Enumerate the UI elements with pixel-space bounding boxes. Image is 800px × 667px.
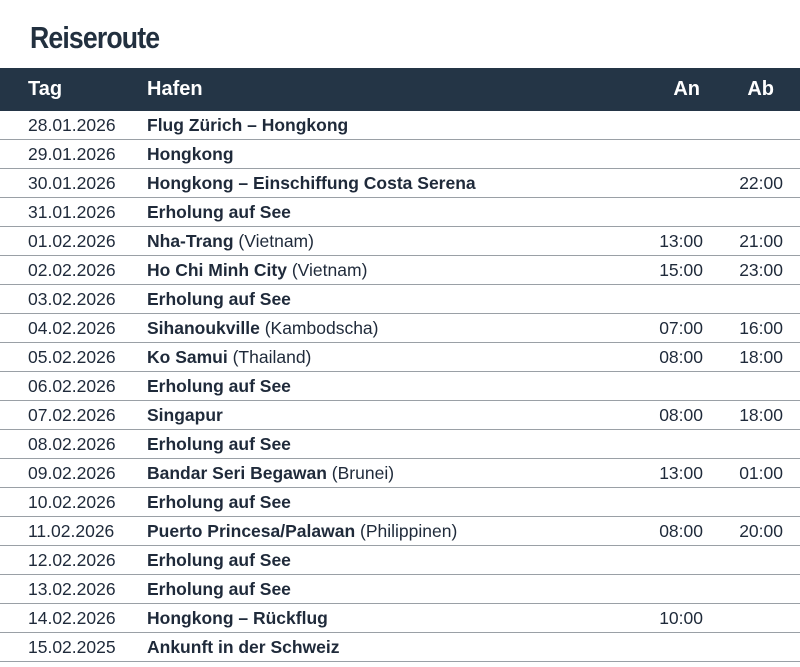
port-name: Erholung auf See — [147, 433, 291, 454]
row-arrival: 10:00 — [659, 607, 703, 628]
table-row — [0, 169, 800, 198]
table-row — [0, 517, 800, 546]
row-day: 03.02.2026 — [28, 288, 116, 309]
table-row — [0, 575, 800, 604]
row-port — [147, 376, 630, 397]
port-name: Erholung auf See — [147, 578, 291, 599]
row-port — [147, 289, 630, 310]
row-day: 15.02.2025 — [28, 636, 116, 657]
row-port — [147, 144, 630, 165]
row-port — [147, 637, 630, 658]
port-name: Hongkong – Einschiffung Costa Serena — [147, 172, 476, 193]
port-name: Ko Samui — [147, 346, 228, 367]
header-port: Hafen — [147, 78, 203, 100]
port-name: Bandar Seri Begawan — [147, 462, 327, 483]
row-day: 05.02.2026 — [28, 346, 116, 367]
port-country: (Philippinen) — [360, 520, 458, 541]
table-row — [0, 198, 800, 227]
row-departure: 18:00 — [739, 346, 783, 367]
row-departure: 22:00 — [739, 172, 783, 193]
port-name: Erholung auf See — [147, 201, 291, 222]
row-day: 11.02.2026 — [28, 520, 115, 541]
port-name: Singapur — [147, 404, 223, 425]
itinerary-table — [0, 68, 800, 662]
header-day: Tag — [28, 78, 63, 100]
row-day: 01.02.2026 — [28, 230, 116, 251]
row-port — [147, 579, 630, 600]
header-departure: Ab — [747, 78, 774, 100]
port-country: (Kambodscha) — [264, 317, 379, 338]
row-port — [147, 347, 630, 368]
port-name: Hongkong – Rückflug — [147, 607, 328, 628]
table-row — [0, 430, 800, 459]
row-arrival: 13:00 — [659, 230, 703, 251]
row-departure: 20:00 — [739, 520, 783, 541]
row-port — [147, 550, 630, 571]
row-day: 02.02.2026 — [28, 259, 116, 280]
row-port — [147, 492, 630, 513]
row-port — [147, 115, 630, 136]
row-port — [147, 173, 630, 194]
port-name: Ankunft in der Schweiz — [147, 636, 340, 657]
row-departure: 18:00 — [739, 404, 783, 425]
row-day: 12.02.2026 — [28, 549, 116, 570]
port-name: Ho Chi Minh City — [147, 259, 287, 280]
row-departure: 16:00 — [739, 317, 783, 338]
row-arrival: 08:00 — [659, 520, 703, 541]
table-row — [0, 343, 800, 372]
table-row — [0, 140, 800, 169]
row-day: 10.02.2026 — [28, 491, 116, 512]
row-arrival: 08:00 — [659, 346, 703, 367]
row-day: 13.02.2026 — [28, 578, 116, 599]
table-row — [0, 285, 800, 314]
table-row — [0, 546, 800, 575]
row-arrival: 07:00 — [659, 317, 703, 338]
row-day: 08.02.2026 — [28, 433, 116, 454]
table-row — [0, 401, 800, 430]
row-day: 07.02.2026 — [28, 404, 116, 425]
row-day: 09.02.2026 — [28, 462, 116, 483]
port-name: Erholung auf See — [147, 549, 291, 570]
port-name: Erholung auf See — [147, 491, 291, 512]
row-day: 30.01.2026 — [28, 172, 116, 193]
table-row — [0, 604, 800, 633]
table-row — [0, 227, 800, 256]
port-name: Erholung auf See — [147, 288, 291, 309]
port-country: (Vietnam) — [291, 259, 368, 280]
table-row — [0, 372, 800, 401]
row-port — [147, 521, 630, 542]
page-title: Reiseroute — [30, 20, 160, 55]
row-port — [147, 434, 630, 455]
port-name: Hongkong — [147, 143, 234, 164]
port-name: Flug Zürich – Hongkong — [147, 114, 349, 135]
row-arrival: 13:00 — [659, 462, 703, 483]
row-departure: 21:00 — [739, 230, 783, 251]
row-port — [147, 260, 630, 281]
row-port — [147, 608, 630, 629]
table-header — [0, 68, 800, 111]
table-row — [0, 256, 800, 285]
port-name: Sihanoukville — [147, 317, 260, 338]
row-day: 29.01.2026 — [28, 143, 116, 164]
row-day: 14.02.2026 — [28, 607, 116, 628]
row-day: 06.02.2026 — [28, 375, 116, 396]
port-name: Erholung auf See — [147, 375, 291, 396]
table-row — [0, 314, 800, 343]
row-port — [147, 405, 630, 426]
table-row — [0, 633, 800, 662]
port-country: (Thailand) — [232, 346, 312, 367]
row-port — [147, 318, 630, 339]
row-port — [147, 202, 630, 223]
port-name: Puerto Princesa/Palawan — [147, 520, 356, 541]
port-country: (Vietnam) — [238, 230, 314, 251]
port-name: Nha-Trang — [147, 230, 234, 251]
row-day: 28.01.2026 — [28, 114, 116, 135]
row-port — [147, 463, 630, 484]
table-body — [0, 111, 800, 662]
row-departure: 23:00 — [739, 259, 783, 280]
row-arrival: 08:00 — [659, 404, 703, 425]
row-port — [147, 231, 630, 252]
port-country: (Brunei) — [331, 462, 395, 483]
table-row — [0, 459, 800, 488]
row-day: 04.02.2026 — [28, 317, 116, 338]
row-day: 31.01.2026 — [28, 201, 116, 222]
row-departure: 01:00 — [739, 462, 783, 483]
table-row — [0, 111, 800, 140]
table-row — [0, 488, 800, 517]
header-arrival: An — [673, 78, 700, 100]
row-arrival: 15:00 — [659, 259, 703, 280]
